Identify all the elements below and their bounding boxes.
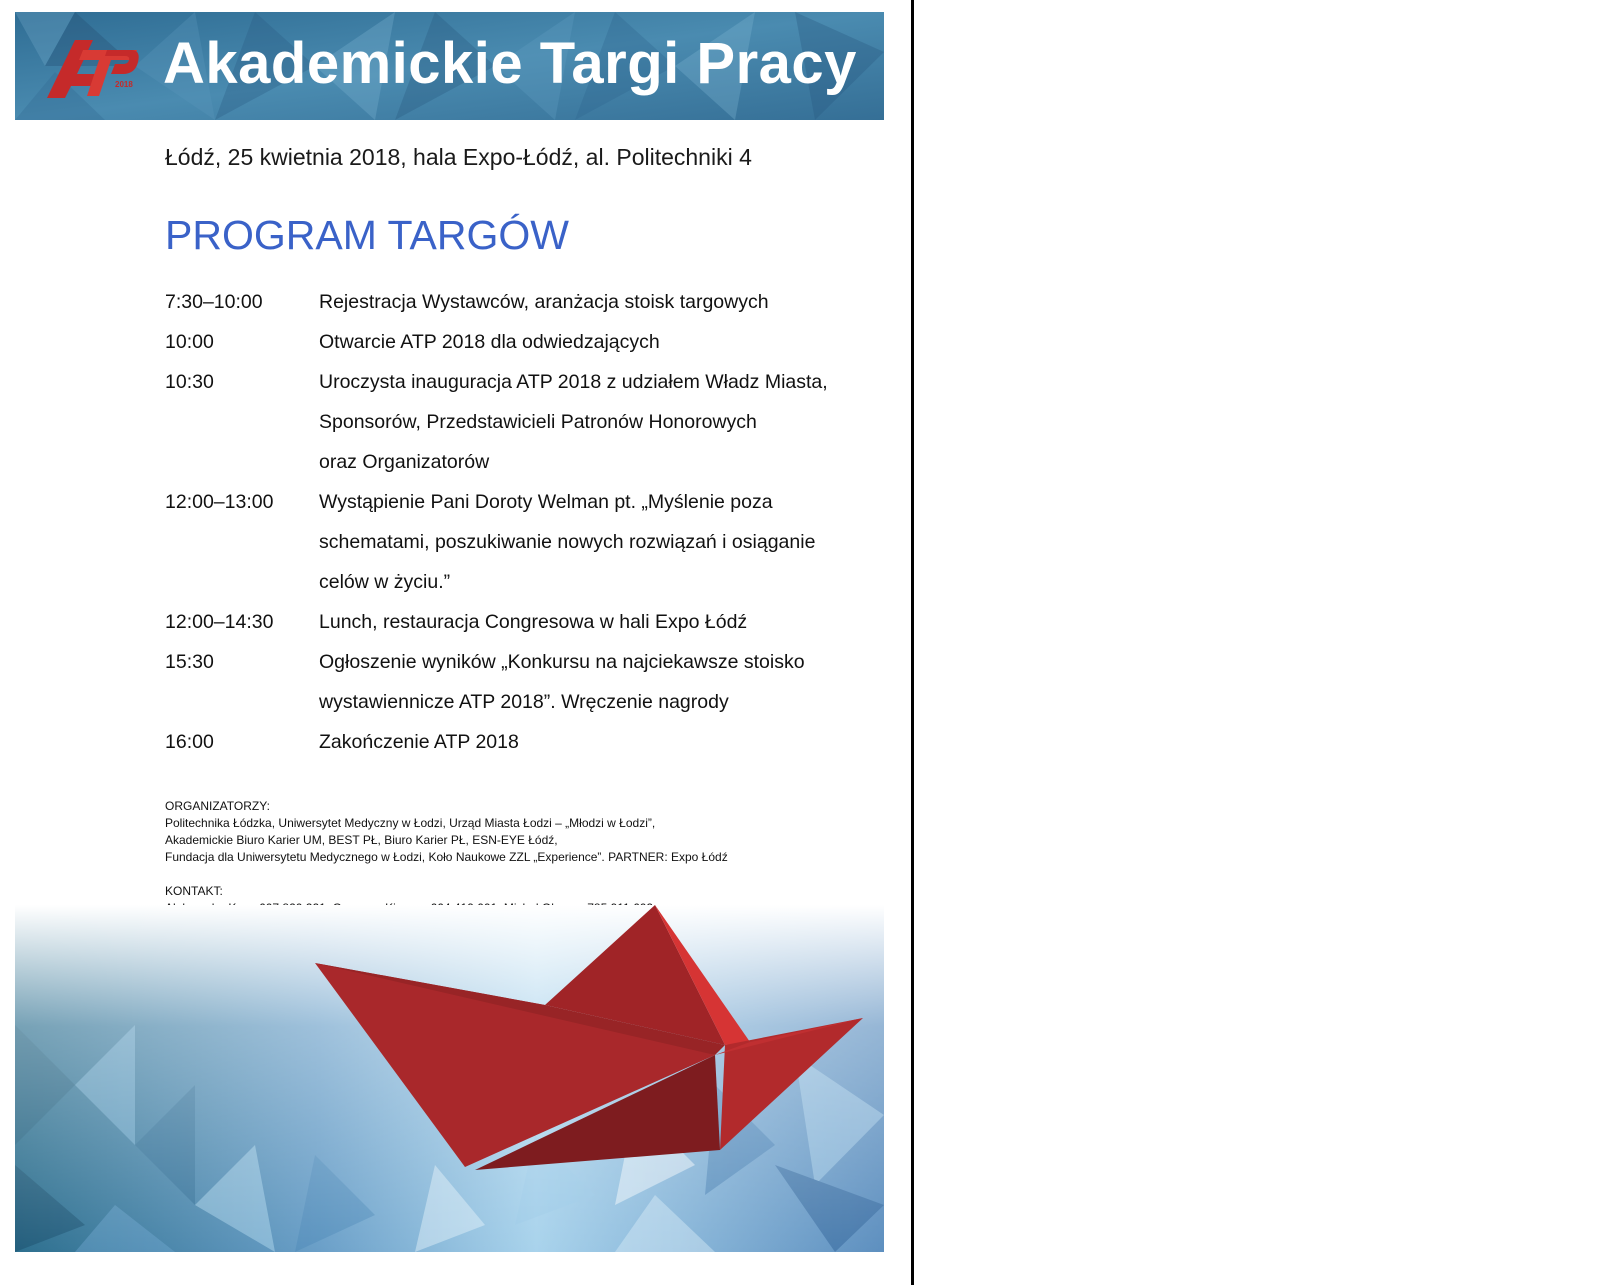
page-edge-line bbox=[911, 0, 914, 1285]
schedule-description bbox=[319, 282, 839, 322]
description-line: wystawiennicze ATP 2018”. Wręczenie nagrody bbox=[319, 691, 729, 713]
contact-label: KONTAKT: bbox=[165, 884, 223, 898]
description-line: Ogłoszenie wyników „Konkursu na najciekawsze stoisko bbox=[319, 651, 805, 673]
program-heading: PROGRAM TARGÓW bbox=[165, 212, 569, 258]
schedule-description bbox=[319, 642, 839, 722]
description-line: Lunch, restauracja Congresowa w hali Expo Łódź bbox=[319, 611, 748, 633]
header-banner bbox=[15, 12, 884, 120]
description-line: Zakończenie ATP 2018 bbox=[319, 731, 519, 753]
organizers-line: Akademickie Biuro Karier UM, BEST PŁ, Biuro Karier PŁ, ESN-EYE Łódź, bbox=[165, 833, 558, 847]
description-line: Otwarcie ATP 2018 dla odwiedzających bbox=[319, 331, 660, 353]
schedule-time: 12:00–14:30 bbox=[165, 611, 274, 633]
schedule-description bbox=[319, 722, 839, 762]
paper-boat-illustration bbox=[15, 905, 884, 1252]
organizers-line: Fundacja dla Uniwersytetu Medycznego w Łodzi, Koło Naukowe ZZL „Experience”. PARTNER: Expo Łódź bbox=[165, 850, 728, 864]
description-line: schematami, poszukiwanie nowych rozwiązań i osiąganie bbox=[319, 531, 816, 553]
organizers-line: Politechnika Łódzka, Uniwersytet Medyczny w Łodzi, Urząd Miasta Łodzi – „Młodzi w Łodzi”, bbox=[165, 816, 656, 830]
schedule-time: 12:00–13:00 bbox=[165, 491, 274, 513]
organizers-label: ORGANIZATORZY: bbox=[165, 799, 270, 813]
description-line: Uroczysta inauguracja ATP 2018 z udziałem Władz Miasta, bbox=[319, 371, 828, 393]
description-line: celów w życiu.” bbox=[319, 571, 451, 593]
description-line: Sponsorów, Przedstawicieli Patronów Honorowych bbox=[319, 411, 757, 433]
description-line: Rejestracja Wystawców, aranżacja stoisk targowych bbox=[319, 291, 769, 313]
schedule-time: 10:30 bbox=[165, 371, 214, 393]
description-line: oraz Organizatorów bbox=[319, 451, 490, 473]
schedule-time: 15:30 bbox=[165, 651, 214, 673]
atp-logo bbox=[45, 38, 140, 100]
schedule-time: 16:00 bbox=[165, 731, 214, 753]
schedule-description bbox=[319, 602, 839, 642]
schedule-time: 10:00 bbox=[165, 331, 214, 353]
description-line: Wystąpienie Pani Doroty Welman pt. „Myślenie poza bbox=[319, 491, 773, 513]
schedule-description bbox=[319, 482, 839, 602]
schedule-description bbox=[319, 362, 839, 482]
schedule-time: 7:30–10:00 bbox=[165, 291, 263, 313]
banner-title: Akademickie Targi Pracy bbox=[163, 31, 857, 96]
organizers-block bbox=[165, 798, 728, 866]
logo-year: 2018 bbox=[115, 80, 133, 89]
event-info: Łódź, 25 kwietnia 2018, hala Expo-Łódź, al. Politechniki 4 bbox=[165, 144, 752, 170]
schedule-description bbox=[319, 322, 839, 362]
